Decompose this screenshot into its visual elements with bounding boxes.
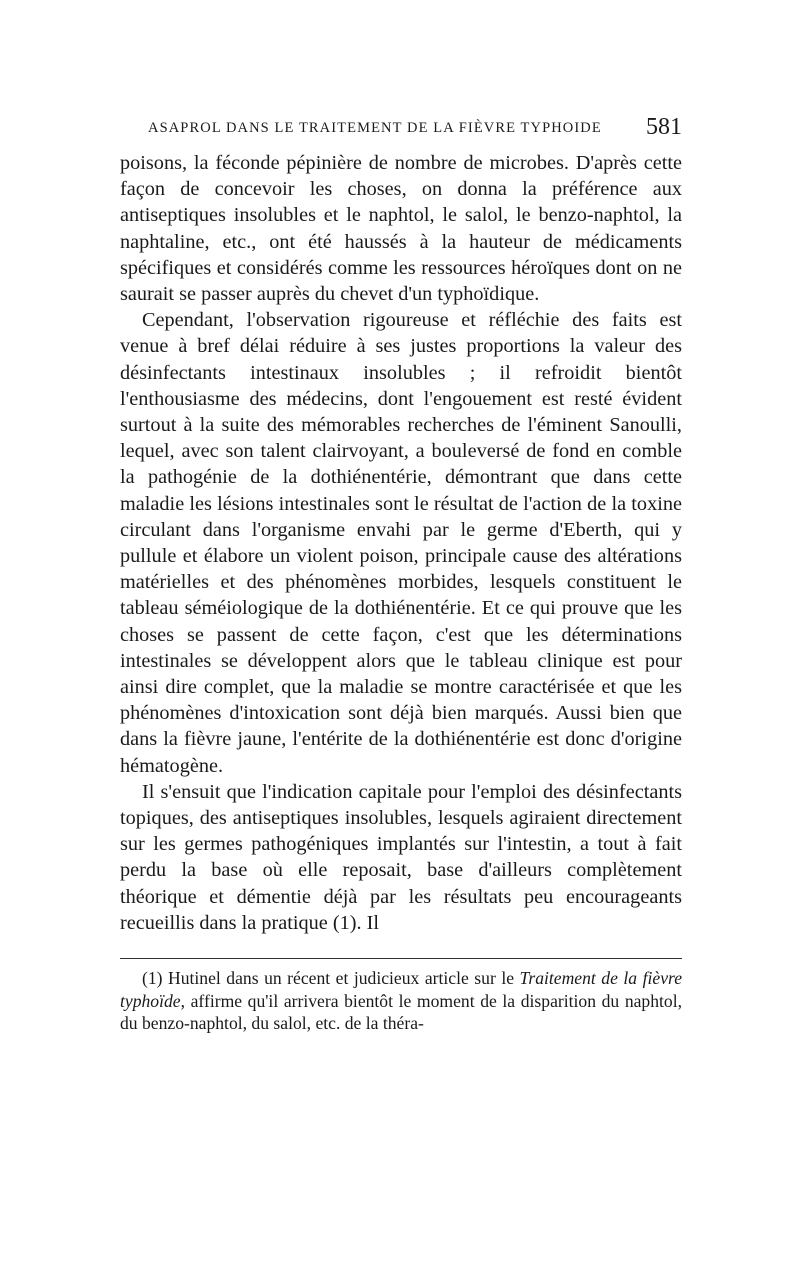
paragraph-1: poisons, la féconde pépinière de nombre de microbes. D'après cette façon de concevoir les choses, on donna la préférence aux antiseptiques insolubles et le naphtol, le salol, le benzo-naphtol, la naphtaline, etc., ont été haussés à la hauteur de médicaments spécifiques et considérés comme les ressources héroïques dont on ne saurait se passer auprès du chevet d'un typhoïdique. — [120, 152, 682, 306]
book-page — [120, 114, 682, 1035]
footnote-text-end: , affirme qu'il arrivera bientôt le moment de la disparition du naphtol, du benzo-naphtol, du salol, etc. de la théra- — [120, 990, 682, 1034]
page-number: 581 — [646, 114, 682, 140]
footnote-text-start: (1) Hutinel dans un récent et judicieux article sur le — [142, 968, 520, 989]
paragraph-2: Cependant, l'observation rigoureuse et réfléchie des faits est venue à bref délai réduire à ses justes proportions la valeur des désinfectants intestinaux insolubles ; il refroidit bientôt l'enthousiasme des médecins, dont l'engouement est resté évident surtout à la suite des mémorables recherches de l'éminent Sanoulli, lequel, avec son talent clairvoyant, a bouleversé de fond en comble la pathogénie de la dothiénentérie, démontrant que dans cette maladie les lésions intestinales sont le résultat de l'action de la toxine circulant dans l'organisme envahi par le germe d'Eberth, qui y pullule et élabore un violent poison, principale cause des altérations matérielles et des phénomènes morbides, lesquels constituent le tableau séméiologique de la dothiénentérie. Et ce qui prouve que les choses se passent de cette façon, c'est que les déterminations intestinales se développent alors que le tableau clinique est pour ainsi dire complet, que la maladie se montre caractérisée et que les phénomènes d'intoxication sont déjà bien marqués. Aussi bien que dans la fièvre jaune, l'entérite de la dothiénentérie est donc d'origine hématogène. — [120, 309, 682, 777]
footnote — [120, 967, 682, 1035]
paragraph-3: Il s'ensuit que l'indication capitale pour l'emploi des désinfectants topiques, des antiseptiques insolubles, lesquels agiraient directement sur les germes pathogéniques implantés sur l'intestin, a tout à fait perdu la base où elle reposait, base d'ailleurs complètement théorique et démentie déjà par les résultats peu encourageants recueillis dans la pratique (1). Il — [120, 780, 682, 934]
footnote-divider — [120, 958, 682, 959]
footnote-cited-title: Traitement de la fièvre typhoïde — [120, 968, 683, 1011]
running-header — [120, 114, 682, 144]
body-text — [120, 150, 682, 936]
running-title: ASAPROL DANS LE TRAITEMENT DE LA FIÈVRE TYPHOIDE — [148, 120, 602, 136]
